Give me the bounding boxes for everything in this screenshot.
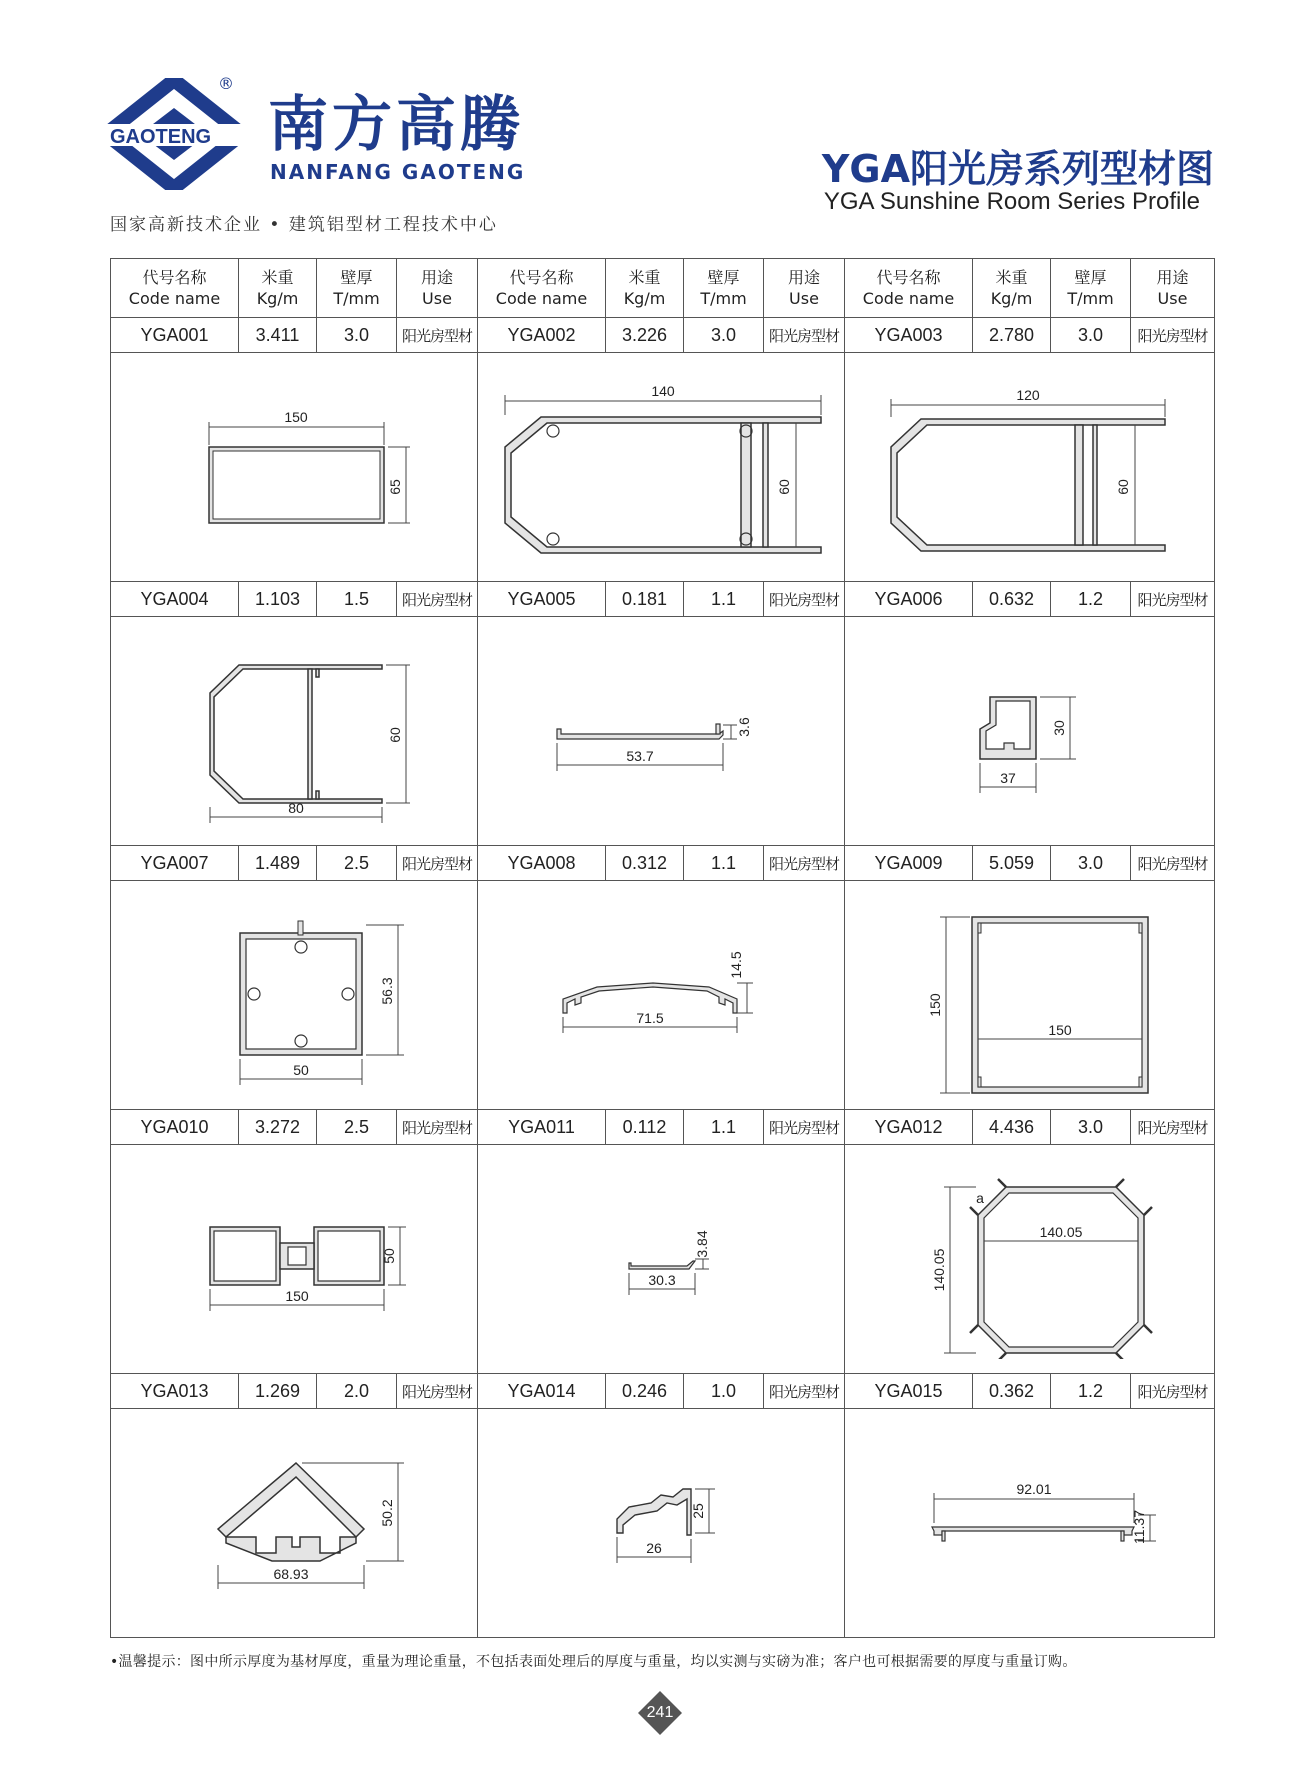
profile-use: 阳光房型材 [397,318,478,353]
profile-code: YGA002 [478,318,606,353]
profile-use: 阳光房型材 [1131,582,1215,617]
profile-yga014-drawing [511,1423,811,1623]
profile-drawing-cell [111,881,478,1110]
profile-thickness: 2.0 [317,1374,397,1409]
profile-drawing-cell [111,617,478,846]
dim-label: 60 [1114,479,1131,495]
dim-label: a [975,1190,984,1206]
profile-yga009-drawing [880,895,1180,1095]
profile-drawing-cell [845,1145,1215,1374]
profile-drawing-cell [845,617,1215,846]
footer-note: •温馨提示：图中所示厚度为基材厚度，重量为理论重量，不包括表面处理后的厚度与重量，均以实测与实磅为准；客户也可根据需要的厚度与重量订购。 [110,1654,1077,1670]
dim-label: 50 [381,1248,397,1264]
profile-weight: 1.489 [239,846,317,881]
profile-weight: 0.362 [973,1374,1051,1409]
profile-weight: 1.269 [239,1374,317,1409]
profile-table [110,258,1215,1638]
dim-label: 65 [387,479,403,495]
profile-use: 阳光房型材 [764,582,845,617]
profile-yga015-drawing [880,1423,1180,1623]
table-row [111,582,1215,617]
profile-thickness: 3.0 [1051,846,1131,881]
profile-thickness: 1.5 [317,582,397,617]
profile-use: 阳光房型材 [1131,1374,1215,1409]
profile-yga002-drawing [491,367,831,567]
profile-yga011-drawing [511,1159,811,1359]
profile-weight: 0.112 [606,1110,684,1145]
profile-thickness: 2.5 [317,1110,397,1145]
profile-thickness: 1.1 [684,846,764,881]
dim-label: 14.5 [728,951,744,979]
dim-label: 140 [651,383,675,399]
profile-code: YGA008 [478,846,606,881]
profile-drawing-cell [478,617,845,846]
profile-drawing-cell [845,881,1215,1110]
table-row [111,846,1215,881]
header-thickness: 壁厚 T/mm [1051,259,1131,318]
dim-label: 120 [1015,387,1040,403]
profile-drawing-cell [478,881,845,1110]
profile-drawing-cell [845,353,1215,582]
profile-weight: 5.059 [973,846,1051,881]
dim-label: 140.05 [1039,1224,1082,1240]
header-thickness: 壁厚 T/mm [684,259,764,318]
profile-weight: 3.411 [239,318,317,353]
header-thickness: 壁厚 T/mm [317,259,397,318]
profile-weight: 1.103 [239,582,317,617]
profile-thickness: 3.0 [1051,1110,1131,1145]
table-row [111,1374,1215,1409]
dim-label: 71.5 [636,1010,664,1026]
page-number: 241 [646,1704,674,1721]
profile-thickness: 1.2 [1051,1374,1131,1409]
drawing-row [111,353,1215,582]
header-weight: 米重 Kg/m [606,259,684,318]
profile-code: YGA011 [478,1110,606,1145]
header-use: 用途 Use [764,259,845,318]
header-code-name: 代号名称 Code name [111,259,239,318]
dim-label: 68.93 [273,1566,309,1582]
registered-mark: ® [218,74,234,93]
profile-use: 阳光房型材 [764,846,845,881]
header-code-name: 代号名称 Code name [845,259,973,318]
profile-code: YGA015 [845,1374,973,1409]
profile-use: 阳光房型材 [397,846,478,881]
header-weight: 米重 Kg/m [973,259,1051,318]
profile-weight: 4.436 [973,1110,1051,1145]
profile-drawing-cell [845,1409,1215,1638]
dim-label: 50.2 [379,1499,395,1527]
profile-weight: 3.226 [606,318,684,353]
dim-label: 26 [646,1540,662,1556]
page-number-badge [637,1690,683,1736]
profile-code: YGA006 [845,582,973,617]
dim-label: 37 [999,770,1016,786]
brand-name-cn: 南方高腾 [268,90,524,160]
profile-yga005-drawing [511,631,811,831]
profile-code: YGA012 [845,1110,973,1145]
drawing-row [111,1145,1215,1374]
profile-code: YGA013 [111,1374,239,1409]
page-title-cn: YGA阳光房系列型材图 [821,147,1214,191]
profile-thickness: 1.0 [684,1374,764,1409]
profile-thickness: 1.1 [684,1110,764,1145]
profile-yga007-drawing [144,895,444,1095]
profile-use: 阳光房型材 [1131,1110,1215,1145]
profile-weight: 0.312 [606,846,684,881]
profile-yga013-drawing [144,1423,444,1623]
dim-label: 11.37 [1130,1510,1147,1544]
profile-code: YGA004 [111,582,239,617]
profile-code: YGA014 [478,1374,606,1409]
dim-label: 150 [284,409,308,425]
header-weight: 米重 Kg/m [239,259,317,318]
profile-drawing-cell [111,353,478,582]
brand-tagline: 国家高新技术企业 • 建筑铝型材工程技术中心 [110,215,498,235]
header-use: 用途 Use [397,259,478,318]
profile-yga004-drawing [144,631,444,831]
profile-thickness: 1.2 [1051,582,1131,617]
dim-label: 56.3 [379,977,395,1005]
profile-drawing-cell [478,1409,845,1638]
dim-label: 60 [776,479,792,495]
profile-weight: 0.181 [606,582,684,617]
profile-use: 阳光房型材 [397,1110,478,1145]
profile-thickness: 2.5 [317,846,397,881]
profile-use: 阳光房型材 [397,1374,478,1409]
profile-code: YGA009 [845,846,973,881]
profile-yga003-drawing [865,367,1195,567]
profile-drawing-cell [478,1145,845,1374]
profile-code: YGA003 [845,318,973,353]
drawing-row [111,1409,1215,1638]
profile-code: YGA001 [111,318,239,353]
profile-use: 阳光房型材 [764,1374,845,1409]
profile-use: 阳光房型材 [1131,318,1215,353]
profile-code: YGA005 [478,582,606,617]
page-title-en: YGA Sunshine Room Series Profile [823,188,1200,215]
profile-code: YGA007 [111,846,239,881]
dim-label: 80 [288,800,304,816]
logo-word: GAOTENG [110,126,212,148]
table-header-row [111,259,1215,318]
brand-name-en: NANFANG GAOTENG [270,160,526,184]
dim-label: 60 [387,727,403,743]
dim-label: 150 [1047,1022,1072,1038]
profile-yga012-drawing [880,1159,1180,1359]
dim-label: 50 [293,1062,309,1078]
dim-label: 30 [1050,720,1067,736]
drawing-row [111,881,1215,1110]
profile-yga006-drawing [880,631,1180,831]
dim-label: 3.84 [694,1230,710,1258]
profile-weight: 0.632 [973,582,1051,617]
dim-label: 92.01 [1015,1481,1052,1497]
dim-label: 53.7 [626,748,654,764]
profile-weight: 2.780 [973,318,1051,353]
profile-use: 阳光房型材 [397,582,478,617]
dim-label: 140.05 [930,1248,947,1292]
profile-code: YGA010 [111,1110,239,1145]
profile-drawing-cell [478,353,845,582]
profile-drawing-cell [111,1409,478,1638]
table-row [111,318,1215,353]
dim-label: 3.6 [736,717,752,737]
header-use: 用途 Use [1131,259,1215,318]
profile-use: 阳光房型材 [1131,846,1215,881]
profile-use: 阳光房型材 [764,318,845,353]
profile-yga001-drawing [144,367,444,567]
profile-thickness: 1.1 [684,582,764,617]
dim-label: 30.3 [648,1272,676,1288]
header-code-name: 代号名称 Code name [478,259,606,318]
profile-yga010-drawing [144,1159,444,1359]
dim-label: 150 [926,993,943,1017]
drawing-row [111,617,1215,846]
dim-label: 150 [285,1288,309,1304]
profile-yga008-drawing [511,895,811,1095]
profile-drawing-cell [111,1145,478,1374]
profile-thickness: 3.0 [1051,318,1131,353]
profile-thickness: 3.0 [684,318,764,353]
profile-thickness: 3.0 [317,318,397,353]
table-row [111,1110,1215,1145]
profile-weight: 3.272 [239,1110,317,1145]
dim-label: 25 [690,1503,706,1519]
profile-use: 阳光房型材 [764,1110,845,1145]
profile-weight: 0.246 [606,1374,684,1409]
